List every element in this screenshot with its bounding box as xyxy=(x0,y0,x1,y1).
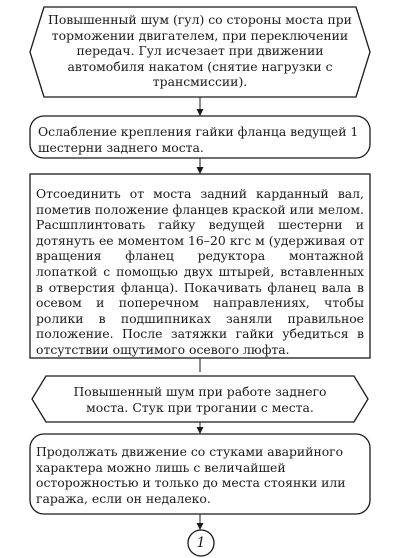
node-noise-engine-braking xyxy=(44,12,356,90)
arrowhead-5-connector xyxy=(197,523,204,530)
arrowhead-2-3 xyxy=(197,167,204,174)
arrowhead-1-2 xyxy=(197,109,204,116)
node-text: Ослабление крепления гайки фланца ведущей 1 шестерни заднего моста. xyxy=(38,124,359,155)
node-text: Повышенный шум (гул) со стороны моста при торможении двигателем, при переключении передач. Гул исчезает при движении автомобиля накатом (снятие нагрузки с трансмиссии). xyxy=(48,12,352,90)
node-repair-instructions xyxy=(36,186,364,358)
arrowhead-4-5 xyxy=(197,427,204,434)
node-noise-knock-start xyxy=(60,384,340,415)
node-text: Повышенный шум при работе заднего моста. Стук при трогании с места. xyxy=(73,384,327,415)
node-continue-driving-warning xyxy=(36,444,366,506)
node-text: Отсоединить от моста задний карданный вал, пометив положение фланцев краской или мелом. Расшплинтовать гайку ведущей шестерни и дотянуть ее моментом 16–20 кгс м (удерживая от вращения фланец редуктора монтажной лопаткой с помощью двух штырей, вставленных в отверстия фланца). Покачивать фланец вала в осевом и поперечном направлениях, чтобы ролики в подшипниках заняли правильное положение. После затяжки гайки убедиться в отсутствии ощутимого осевого люфта. xyxy=(36,186,364,357)
node-loose-flange-nut xyxy=(38,124,370,155)
connector-label: 1 xyxy=(196,535,206,551)
node-text: Продолжать движение со стуками аварийного характера можно лишь с величайшей осторожностью и только до места стоянки или гаража, если он недалеко. xyxy=(36,444,346,506)
